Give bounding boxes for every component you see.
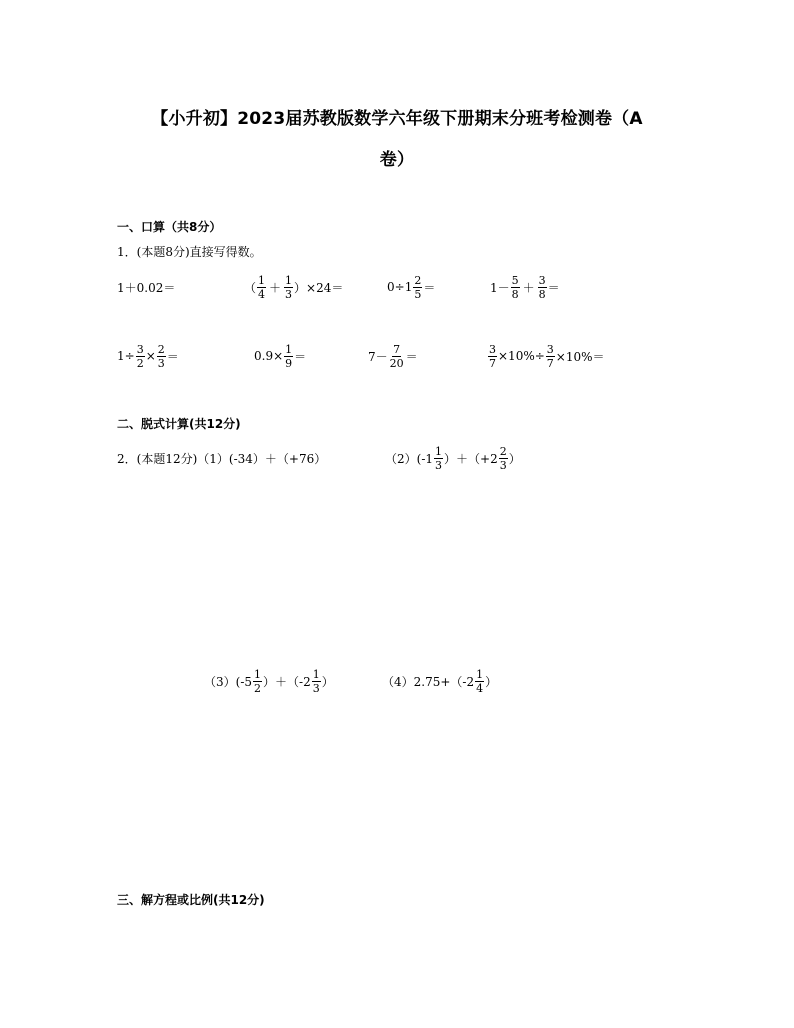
paren-close-times: ）×24＝ xyxy=(294,280,344,295)
calc-problem-2 xyxy=(385,441,521,475)
expr-end: ×10%＝ xyxy=(555,349,605,364)
denominator: 4 xyxy=(476,681,484,695)
fraction xyxy=(413,275,422,300)
denominator: 20 xyxy=(389,356,404,370)
numerator: 5 xyxy=(511,273,519,287)
fraction xyxy=(312,669,321,694)
denominator: 8 xyxy=(511,287,519,301)
numerator: 2 xyxy=(414,273,422,287)
expr-prefix: 7－ xyxy=(368,349,388,364)
equals-sign: ＝ xyxy=(405,349,418,364)
numerator: 7 xyxy=(393,342,401,356)
fraction xyxy=(511,275,520,300)
section-heading-step-calc: 二、脱式计算(共12分) xyxy=(117,417,241,431)
expr-text: 1＋0.02＝ xyxy=(117,280,176,295)
numerator: 3 xyxy=(136,342,144,356)
fraction xyxy=(253,669,262,694)
denominator: 4 xyxy=(258,287,266,301)
expr-end: ） xyxy=(485,674,498,689)
oral-expr-2-1 xyxy=(117,339,179,373)
expr-prefix: 1－ xyxy=(490,280,510,295)
numerator: 3 xyxy=(546,342,554,356)
denominator: 3 xyxy=(435,458,443,472)
numerator: 3 xyxy=(538,273,546,287)
numerator: 1 xyxy=(435,444,443,458)
times-sign: × xyxy=(145,349,156,363)
page-title-continued: 卷） xyxy=(379,150,415,170)
numerator: 1 xyxy=(285,273,293,287)
expr-middle: ×10%÷ xyxy=(498,349,545,363)
denominator: 9 xyxy=(285,356,293,370)
expr-prefix: 0.9× xyxy=(254,349,284,363)
numerator: 3 xyxy=(489,342,496,356)
oral-expr-1-4 xyxy=(490,270,560,304)
expr-middle: ）＋（-2 xyxy=(263,674,311,689)
denominator: 3 xyxy=(312,681,320,695)
calc-problem-1 xyxy=(117,441,326,475)
fraction xyxy=(475,669,484,694)
denominator: 8 xyxy=(538,287,546,301)
calc-problem-3 xyxy=(204,664,334,698)
denominator: 2 xyxy=(254,681,262,695)
calc-problem-4 xyxy=(382,664,497,698)
expr-middle: ）＋（+2 xyxy=(444,451,498,466)
oral-expr-1-1 xyxy=(117,270,175,304)
expr-prefix: （2）(-1 xyxy=(385,451,434,466)
expr-prefix: 0÷1 xyxy=(387,280,413,294)
numerator: 1 xyxy=(254,667,262,681)
numerator: 1 xyxy=(258,273,266,287)
plus-sign: ＋ xyxy=(269,280,282,295)
denominator: 3 xyxy=(285,287,293,301)
question-1-prompt: 1．(本题8分)直接写得数。 xyxy=(117,245,262,259)
oral-expr-1-2 xyxy=(244,270,343,304)
numerator: 1 xyxy=(285,342,293,356)
fraction xyxy=(257,275,266,300)
numerator: 1 xyxy=(476,667,484,681)
fraction xyxy=(284,275,293,300)
expr-end: ） xyxy=(321,674,334,689)
section-heading-equations: 三、解方程或比例(共12分) xyxy=(117,893,265,907)
equals-sign: ＝ xyxy=(423,280,436,295)
fraction xyxy=(284,344,293,369)
expr-prefix: 1÷ xyxy=(117,349,135,363)
fraction xyxy=(499,446,508,471)
equals-sign: ＝ xyxy=(166,349,179,364)
fraction xyxy=(538,275,547,300)
oral-expr-1-3 xyxy=(387,270,435,304)
question-2-text: 2．(本题12分)（1）(-34）＋（+76） xyxy=(117,451,327,466)
fraction xyxy=(546,344,555,369)
denominator: 5 xyxy=(414,287,422,301)
denominator: 2 xyxy=(136,356,144,370)
denominator: 7 xyxy=(489,356,496,370)
equals-sign: ＝ xyxy=(294,349,307,364)
equals-sign: ＝ xyxy=(547,280,560,295)
section-heading-oral-calc: 一、口算（共8分） xyxy=(117,220,222,234)
numerator: 1 xyxy=(312,667,320,681)
numerator: 2 xyxy=(157,342,165,356)
fraction xyxy=(488,344,497,369)
denominator: 7 xyxy=(546,356,554,370)
expr-end: ） xyxy=(508,451,521,466)
fraction xyxy=(434,446,443,471)
denominator: 3 xyxy=(499,458,507,472)
expr-prefix: （3）(-5 xyxy=(204,674,253,689)
fraction xyxy=(136,344,145,369)
expr-prefix: （4）2.75+（-2 xyxy=(382,674,475,689)
fraction xyxy=(157,344,166,369)
plus-sign: ＋ xyxy=(522,280,535,295)
paren-open: （ xyxy=(244,280,257,295)
fraction xyxy=(389,344,405,369)
denominator: 3 xyxy=(157,356,165,370)
oral-expr-2-4 xyxy=(487,339,605,373)
oral-expr-2-3 xyxy=(368,339,418,373)
numerator: 2 xyxy=(499,444,507,458)
page-title: 【小升初】2023届苏教版数学六年级下册期末分班考检测卷（A xyxy=(151,109,643,129)
oral-expr-2-2 xyxy=(254,339,306,373)
